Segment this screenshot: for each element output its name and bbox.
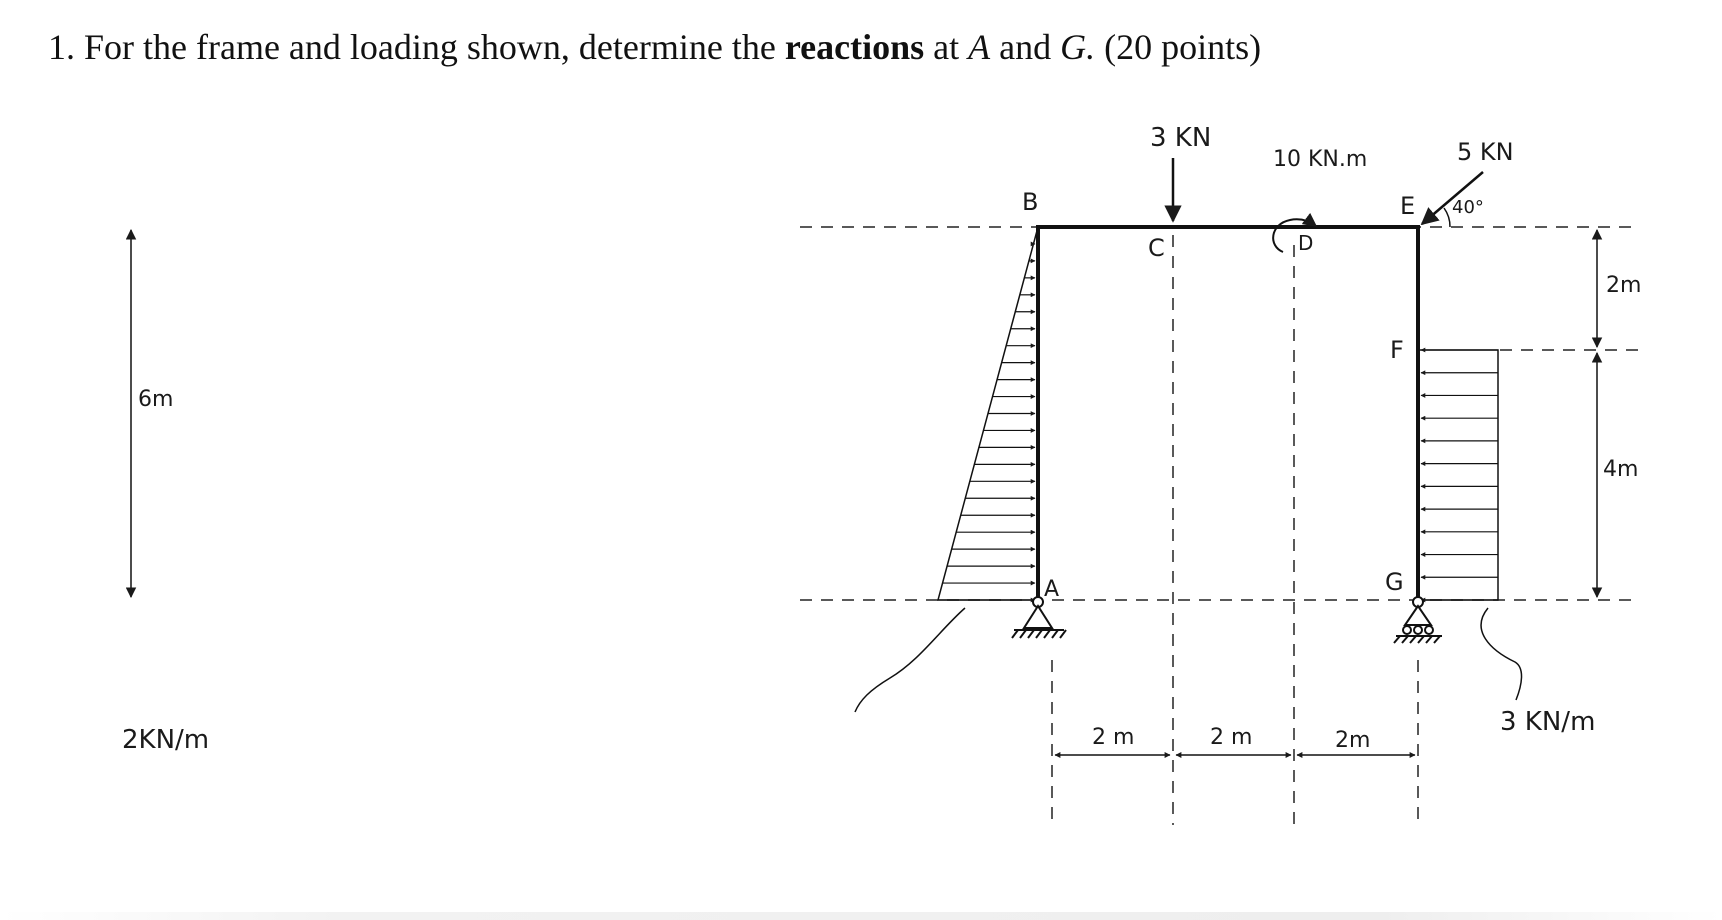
right-leader-curve	[1481, 608, 1521, 700]
moment-d	[1273, 147, 1367, 252]
right-load-label: 3 KN/m	[1500, 707, 1596, 737]
dim-bottom-2-label: 2 m	[1210, 725, 1253, 750]
roller-support-g	[1394, 597, 1442, 643]
left-load-label: 2KN/m	[122, 725, 210, 755]
dim-bottom-1-label: 2 m	[1092, 725, 1135, 750]
dimension-right	[1597, 230, 1641, 597]
left-load-annotation	[122, 608, 965, 755]
dimension-left-height	[131, 230, 173, 597]
label-c: C	[1148, 234, 1165, 262]
pin-support-a	[1012, 597, 1066, 638]
roller-g-wheel-3	[1425, 626, 1433, 634]
moment-label: 10 KN.m	[1273, 147, 1368, 172]
label-f: F	[1390, 336, 1404, 364]
inclined-load-e	[1422, 138, 1514, 227]
point-load-c	[1150, 123, 1211, 221]
question-text-before: For the frame and loading shown, determine the	[84, 27, 776, 67]
inclined-angle-label: 40°	[1452, 197, 1484, 218]
question-points: (20 points)	[1104, 27, 1262, 67]
roller-g-wheel-2	[1414, 626, 1422, 634]
label-b: B	[1022, 188, 1039, 216]
question-point-g: G.	[1060, 27, 1096, 67]
right-distributed-load	[1418, 350, 1498, 600]
roller-g-triangle	[1405, 606, 1431, 625]
roller-g-wheel-1	[1403, 626, 1411, 634]
label-a: A	[1044, 577, 1060, 602]
question-and-word: and	[999, 27, 1052, 67]
point-labels	[1022, 188, 1415, 602]
pin-a-triangle	[1024, 606, 1052, 628]
question-point-a: A	[968, 27, 991, 67]
dim-bottom-3-label: 2m	[1335, 728, 1371, 753]
right-load-annotation	[1481, 608, 1595, 737]
roller-g-hatch	[1394, 636, 1440, 643]
dim-right-upper-label: 2m	[1606, 273, 1642, 298]
angle-arc	[1444, 208, 1450, 227]
question-bold-word: reactions	[784, 27, 925, 67]
dim-right-lower-label: 4m	[1603, 457, 1639, 482]
left-leader-curve	[855, 608, 965, 712]
label-g: G	[1385, 568, 1404, 596]
question-text-mid: at	[933, 27, 960, 67]
frame-members	[1038, 227, 1418, 600]
point-load-label: 3 KN	[1150, 123, 1212, 153]
label-e: E	[1400, 192, 1416, 220]
right-load-outline	[1418, 350, 1498, 600]
pin-a-hatch	[1012, 630, 1066, 638]
left-distributed-load	[938, 227, 1038, 600]
inclined-load-label: 5 KN	[1457, 138, 1514, 166]
page-footer-shade	[0, 912, 1722, 920]
dim-left-label: 6m	[138, 387, 174, 412]
question-number: 1.	[48, 27, 75, 67]
label-d: D	[1298, 231, 1314, 255]
